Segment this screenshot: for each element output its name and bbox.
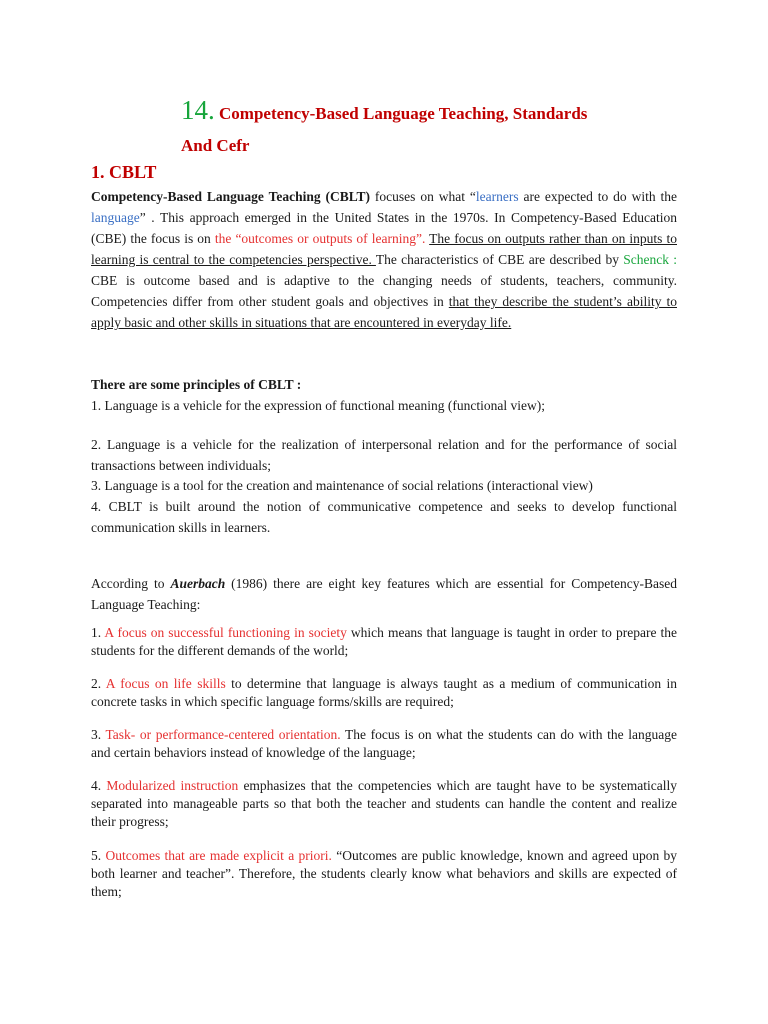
auerbach-name: Auerbach (170, 576, 226, 591)
principles-heading-text: There are some principles of CBLT : (91, 377, 302, 392)
principles-heading (91, 374, 677, 395)
intro-paragraph (91, 186, 677, 333)
principle-4: 4. CBLT is built around the notion of communicative competence and seeks to develop functional communication skills in learners. (91, 499, 677, 535)
principle-1: 1. Language is a vehicle for the expression of functional meaning (functional view); (91, 398, 545, 413)
feature-number: 2. (91, 676, 106, 691)
feature-text: to determine that language is always taught as a medium of communication in concrete tasks in which specific language forms/skills are required; (91, 676, 677, 709)
outcomes-highlight: the “outcomes or outputs of learning”. (214, 231, 426, 246)
feature-title: Modularized instruction (106, 778, 239, 793)
feature-number: 5. (91, 848, 106, 863)
feature-text: which means that language is taught in order to prepare the students for the different demands of the world; (91, 625, 677, 658)
title (181, 95, 701, 158)
chapter-number: 14. (181, 95, 215, 125)
principle-2: 2. Language is a vehicle for the realization of interpersonal relation and for the performance of social transactions between individuals; (91, 437, 677, 473)
principle-3: 3. Language is a tool for the creation and maintenance of social relations (interactional view) (91, 478, 593, 493)
ability-underlined: that they describe the student’s ability to apply basic and other skills in situations that are encountered in everyday life. (91, 294, 677, 330)
feature-title: A focus on life skills (105, 676, 226, 691)
feature-number: 1. (91, 625, 105, 640)
schenck-link[interactable]: Schenck : (623, 252, 677, 267)
title-line-1 (181, 95, 701, 129)
language-link[interactable]: language (91, 210, 140, 225)
feature-5 (91, 847, 677, 901)
intro-text-e: The characteristics of CBE are described by (375, 252, 624, 267)
auerbach-text-a: According to (91, 576, 171, 591)
feature-text: emphasizes that the competencies which are taught have to be systematically separated into manageable parts so that both the teacher and students can handle the content and realize their progress; (91, 778, 677, 829)
learners-link[interactable]: learners (475, 189, 519, 204)
cblt-term: Competency-Based Language Teaching (CBLT) (91, 189, 371, 204)
feature-title: Task- or performance-centered orientation. (105, 727, 341, 742)
feature-number: 3. (91, 727, 106, 742)
focus-underlined: The focus on outputs rather than on inputs to learning is central to the competencies perspective. (91, 231, 677, 267)
intro-text-f: CBE is outcome based and is adaptive to the changing needs of students, teachers, community. Competencies differ from other student goals and objectives in (91, 273, 677, 309)
feature-4 (91, 777, 677, 831)
feature-2 (91, 675, 677, 711)
feature-title: A focus on successful functioning in society (104, 625, 347, 640)
feature-3 (91, 726, 677, 762)
auerbach-paragraph (91, 573, 677, 615)
feature-1 (91, 624, 677, 660)
title-text-1: Competency-Based Language Teaching, Standards (219, 104, 588, 123)
intro-text-b: are expected to do with the (518, 189, 677, 204)
section-heading-cblt: 1. CBLT (91, 162, 157, 182)
auerbach-text-b: (1986) there are eight key features which are essential for Competency-Based Language Teaching: (91, 576, 678, 612)
intro-text-a: focuses on what “ (370, 189, 476, 204)
feature-number: 4. (91, 778, 107, 793)
title-line-2: And Cefr (181, 136, 250, 155)
feature-text: “Outcomes are public knowledge, known and agreed upon by both learner and teacher”. Therefore, the students clearly know what behaviors and skills are expected of them; (91, 848, 678, 899)
feature-text: The focus is on what the students can do with the language and certain behaviors instead of knowledge of the language; (91, 727, 677, 760)
feature-title: Outcomes that are made explicit a priori. (105, 848, 332, 863)
intro-text-c: ” . This approach emerged in the United States in the 1970s. In Competency-Based Education (CBE) the focus is on (91, 210, 677, 246)
